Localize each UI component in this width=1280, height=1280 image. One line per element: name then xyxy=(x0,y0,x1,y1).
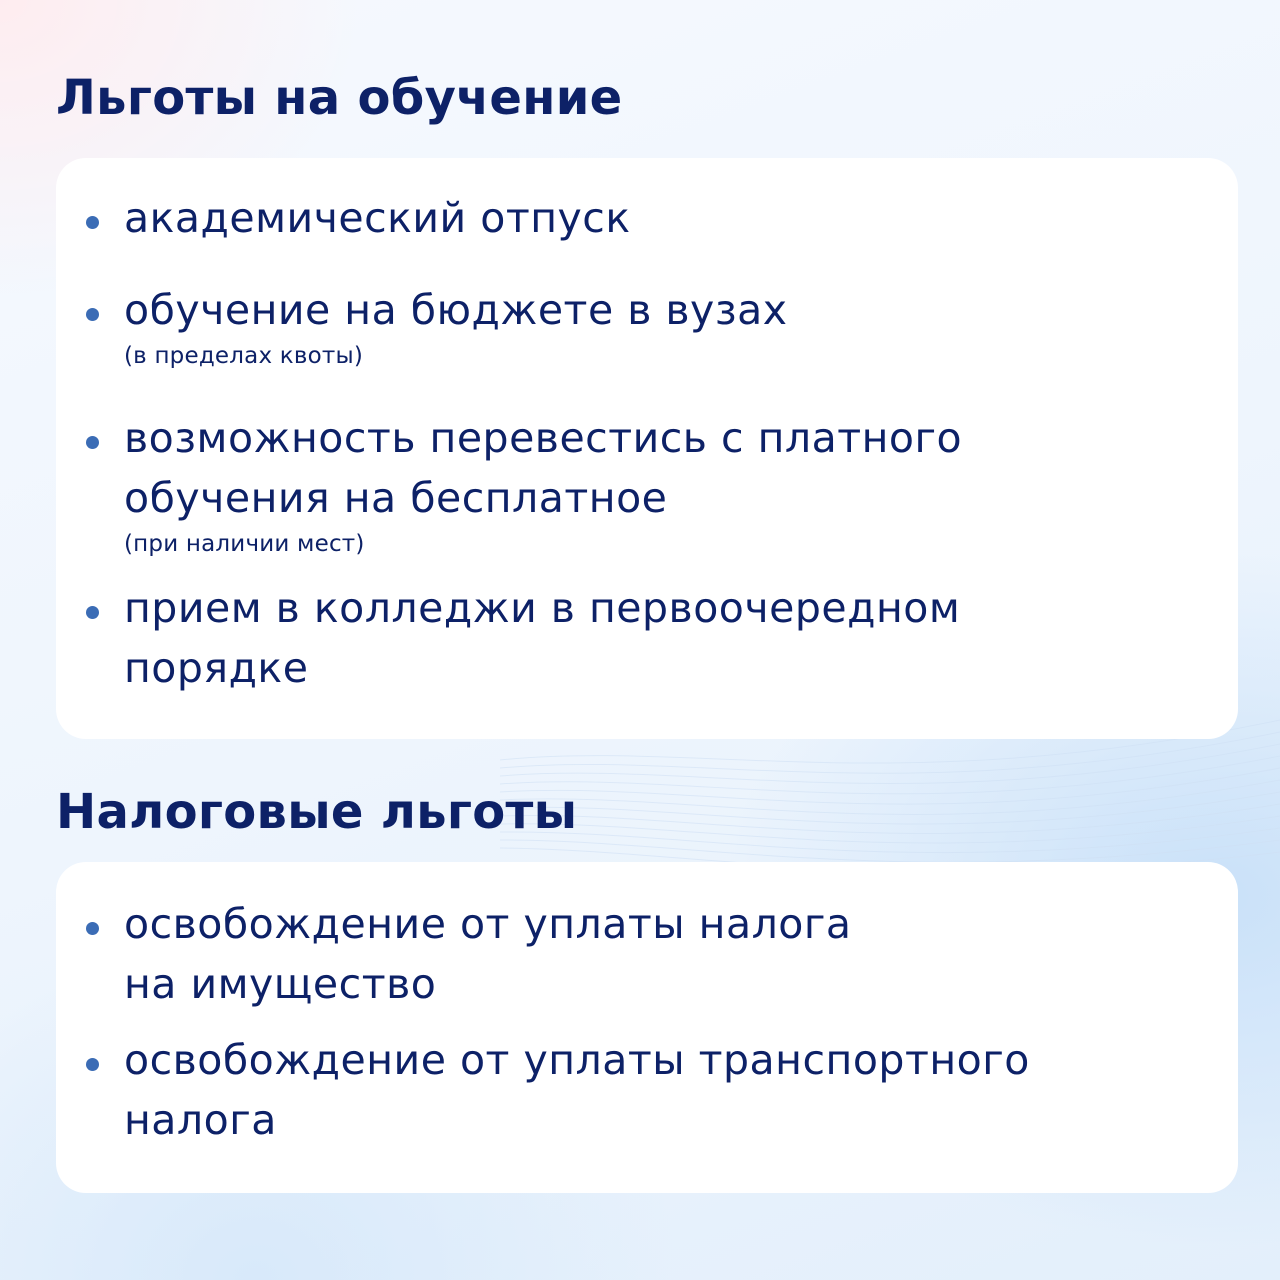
list-item-text-line-2: обучения на бесплатное xyxy=(124,474,668,522)
list-item-text: обучение на бюджете в вузах xyxy=(124,286,788,334)
tax-benefits-card xyxy=(56,862,1238,1193)
list-item-note: (в пределах квоты) xyxy=(124,343,364,369)
bullet-icon xyxy=(86,308,99,321)
list-item-text: академический отпуск xyxy=(124,194,631,242)
bullet-icon xyxy=(86,606,99,619)
bullet-icon xyxy=(86,1058,99,1071)
education-benefits-card xyxy=(56,158,1238,739)
bullet-icon xyxy=(86,436,99,449)
list-item-text-line-1: освобождение от уплаты транспортного xyxy=(124,1036,1030,1084)
bullet-icon xyxy=(86,922,99,935)
list-item-text-line-2: на имущество xyxy=(124,960,437,1008)
list-item-text-line-2: налога xyxy=(124,1096,277,1144)
bullet-icon xyxy=(86,216,99,229)
list-item-note: (при наличии мест) xyxy=(124,531,365,557)
list-item-text-line-1: возможность перевестись с платного xyxy=(124,414,963,462)
section-title-tax: Налоговые льготы xyxy=(56,784,578,840)
list-item-text-line-2: порядке xyxy=(124,644,309,692)
list-item-text-line-1: прием в колледжи в первоочередном xyxy=(124,584,961,632)
section-title-education: Льготы на обучение xyxy=(56,70,623,126)
list-item-text-line-1: освобождение от уплаты налога xyxy=(124,900,852,948)
